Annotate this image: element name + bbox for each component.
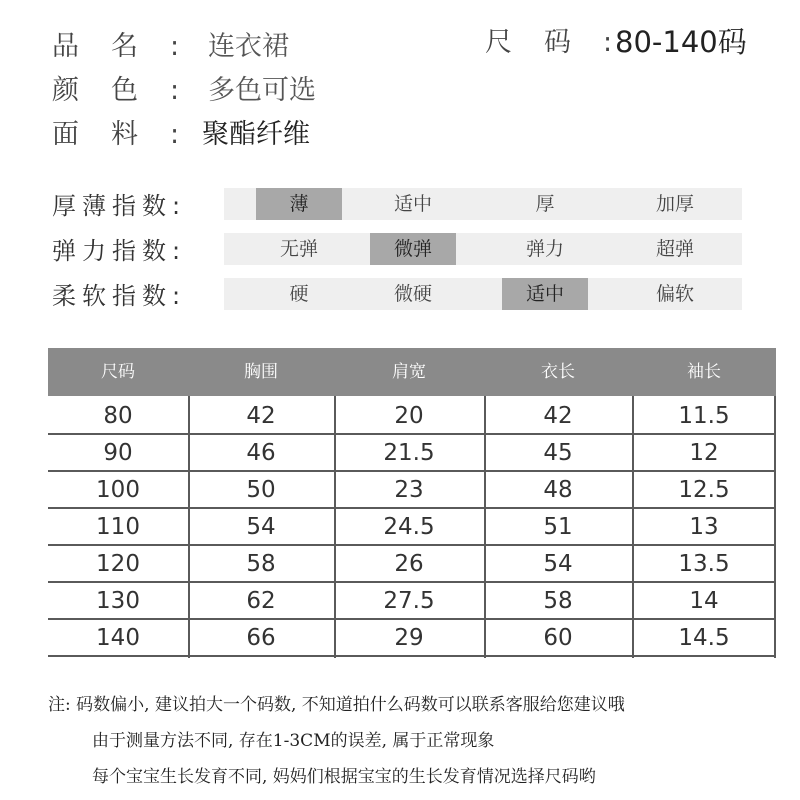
table-body [48, 396, 776, 658]
softness-index-label: 柔软指数: [52, 282, 187, 310]
table-cell: 29 [394, 625, 424, 651]
color-label: 颜色: [52, 75, 212, 106]
header-sleeve: 袖长 [687, 362, 721, 382]
thickness-option: 薄 [256, 188, 342, 220]
note-line: 由于测量方法不同, 存在1-3CM的误差, 属于正常现象 [92, 731, 495, 751]
note-line: 每个宝宝生长发育不同, 妈妈们根据宝宝的生长发育情况选择尺码哟 [92, 767, 596, 787]
elasticity-index-label: 弹力指数: [52, 237, 187, 265]
table-cell: 120 [96, 551, 140, 577]
table-cell: 58 [543, 588, 573, 614]
table-header [48, 348, 776, 396]
table-cell: 54 [543, 551, 573, 577]
table-cell: 12 [689, 440, 719, 466]
table-cell: 14.5 [678, 625, 730, 651]
note-line: 注: 码数偏小, 建议拍大一个码数, 不知道拍什么码数可以联系客服给您建议哦 [48, 695, 625, 715]
table-cell: 58 [246, 551, 276, 577]
table-cell: 27.5 [383, 588, 435, 614]
table-cell: 130 [96, 588, 140, 614]
softness-option: 硬 [289, 283, 309, 305]
size-chart-table [48, 348, 776, 658]
table-cell: 11.5 [678, 403, 730, 429]
header-length: 衣长 [541, 362, 575, 382]
table-cell: 48 [543, 477, 573, 503]
header-chest: 胸围 [244, 362, 278, 382]
table-cell: 46 [246, 440, 276, 466]
product-name-label: 品名: [52, 31, 212, 62]
table-cell: 140 [96, 625, 140, 651]
product-name-row [52, 24, 372, 64]
elasticity-option: 微弹 [370, 233, 456, 265]
fabric-label: 面料: [52, 119, 212, 150]
softness-option: 偏软 [655, 283, 694, 305]
elasticity-option: 超弹 [655, 238, 694, 260]
table-cell: 13 [689, 514, 719, 540]
table-cell: 66 [246, 625, 276, 651]
softness-index-scale [224, 278, 742, 310]
table-cell: 62 [246, 588, 276, 614]
thickness-option: 加厚 [655, 193, 694, 215]
table-cell: 54 [246, 514, 276, 540]
color-row [52, 68, 372, 108]
table-cell: 13.5 [678, 551, 730, 577]
table-cell: 26 [394, 551, 424, 577]
table-cell: 90 [103, 440, 133, 466]
table-cell: 14 [689, 588, 719, 614]
table-cell: 20 [394, 403, 424, 429]
size-range-label: 尺码: [485, 27, 645, 58]
softness-index-row [52, 276, 752, 312]
table-cell: 100 [96, 477, 140, 503]
table-cell: 110 [96, 514, 140, 540]
table-cell: 42 [543, 403, 573, 429]
header-size: 尺码 [101, 362, 135, 382]
table-cell: 42 [246, 403, 276, 429]
thickness-option: 厚 [535, 193, 555, 215]
softness-option: 微硬 [393, 283, 432, 305]
table-cell: 51 [543, 514, 573, 540]
header-shoulder: 肩宽 [392, 362, 426, 382]
table-cell: 21.5 [383, 440, 435, 466]
table-cell: 12.5 [678, 477, 730, 503]
color-value: 多色可选 [208, 75, 316, 106]
table-cell: 60 [543, 625, 573, 651]
fabric-value: 聚酯纤维 [202, 119, 310, 150]
thickness-index-scale [224, 188, 742, 220]
fabric-row [52, 112, 372, 152]
elasticity-index-row [52, 231, 752, 267]
table-cell: 24.5 [383, 514, 435, 540]
size-range-value: 80-140码 [615, 25, 747, 59]
table-cell: 80 [103, 403, 133, 429]
elasticity-option: 无弹 [279, 238, 318, 260]
thickness-index-row [52, 186, 752, 222]
elasticity-index-scale [224, 233, 742, 265]
table-cell: 23 [394, 477, 424, 503]
elasticity-option: 弹力 [525, 238, 564, 260]
thickness-index-label: 厚薄指数: [52, 192, 187, 220]
size-range-row [485, 20, 785, 60]
table-cell: 45 [543, 440, 573, 466]
thickness-option: 适中 [393, 193, 432, 215]
softness-option: 适中 [502, 278, 588, 310]
table-cell: 50 [246, 477, 276, 503]
product-name-value: 连衣裙 [208, 31, 289, 62]
